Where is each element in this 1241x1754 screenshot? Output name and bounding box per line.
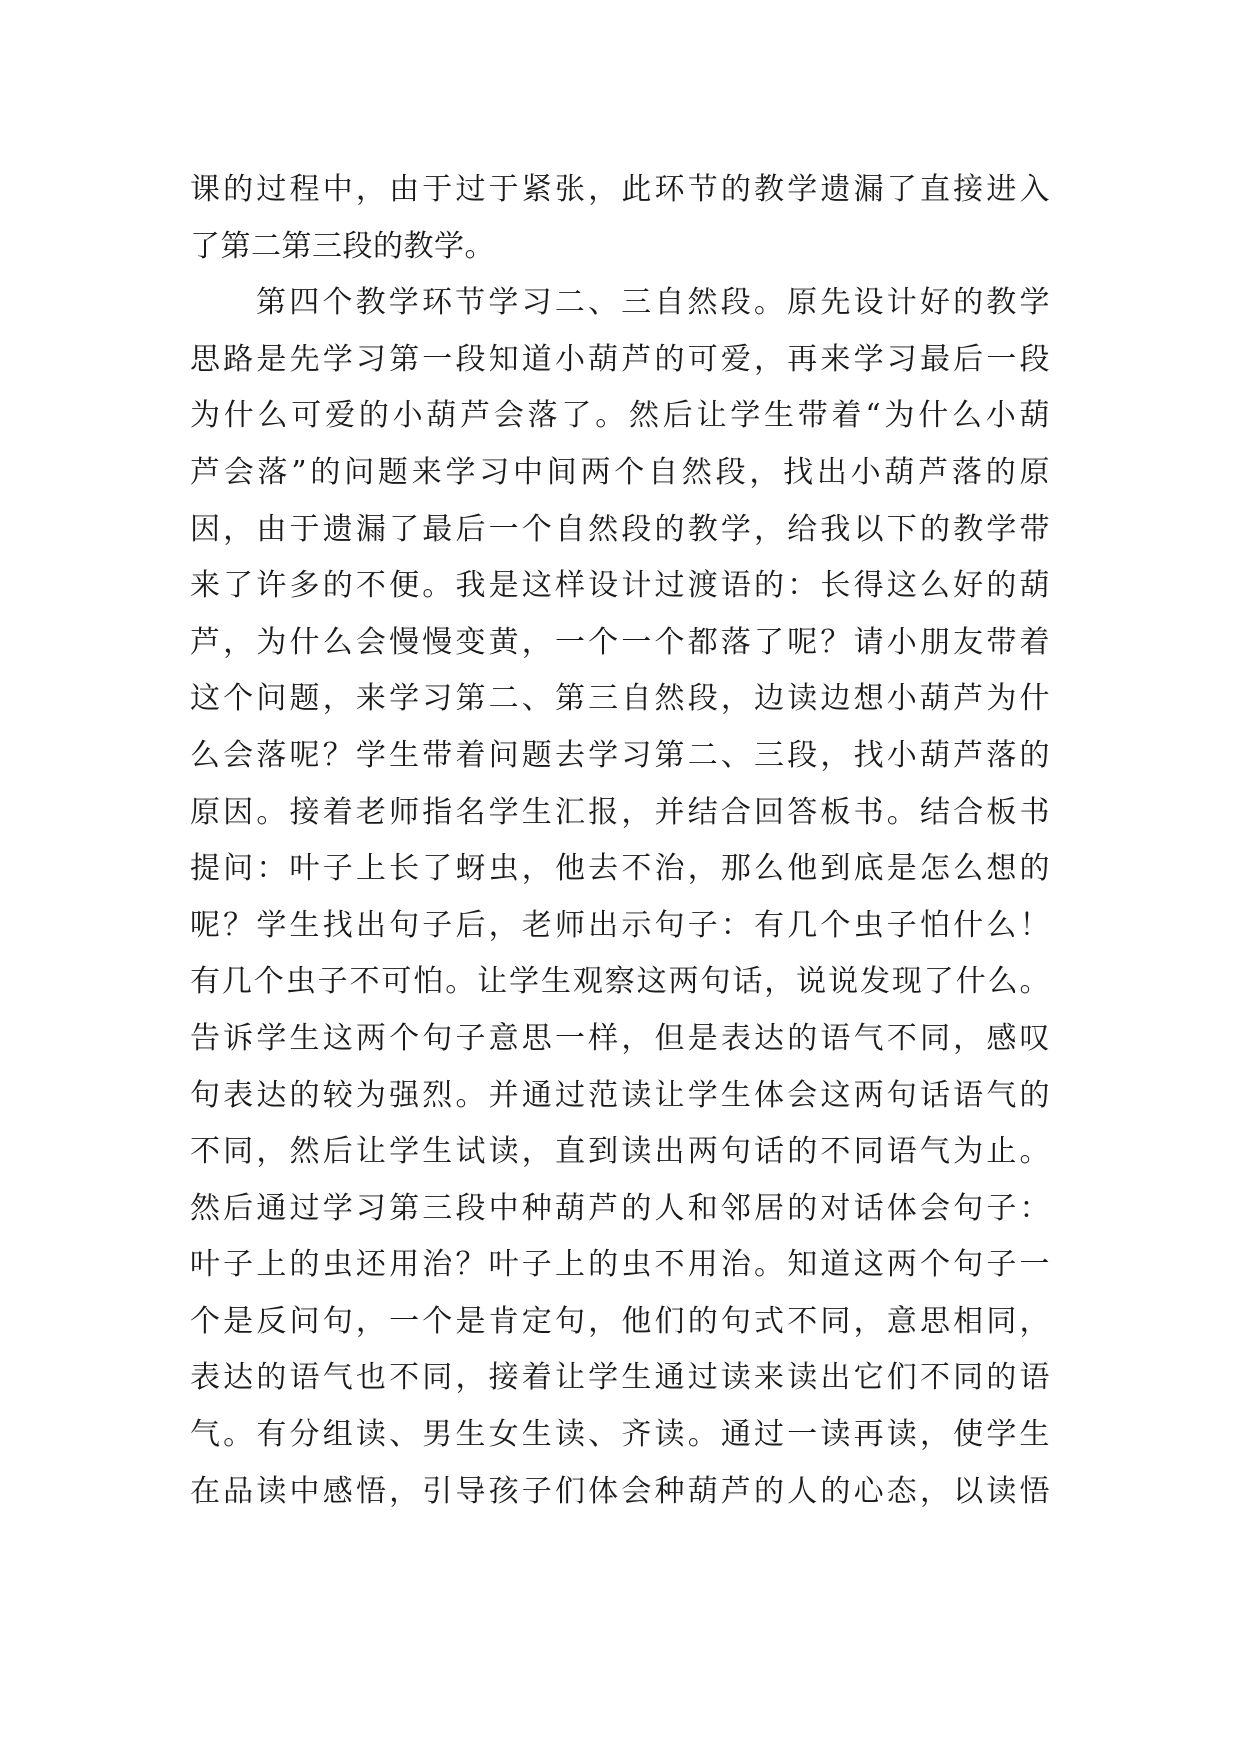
text-line: 表达的语气也不同，接着让学生通过读来读出它们不同的语 [190,1360,1050,1396]
text-line: 这个问题，来学习第二、第三自然段，边读边想小葫芦为什 [190,681,1050,717]
text-line: 芦会落”的问题来学习中间两个自然段，找出小葫芦落的原 [190,454,1050,490]
paragraph-first-line: 第四个教学环节学习二、三自然段。原先设计好的教学 [256,285,1050,321]
text-line: 思路是先学习第一段知道小葫芦的可爱，再来学习最后一段 [190,341,1050,377]
text-line: 了第二第三段的教学。 [190,228,495,264]
text-line: 来了许多的不便。我是这样设计过渡语的：长得这么好的葫 [190,568,1050,604]
text-line: 然后通过学习第三段中种葫芦的人和邻居的对话体会句子： [190,1190,1050,1226]
text-line: 课的过程中，由于过于紧张，此环节的教学遗漏了直接进入 [190,172,1050,207]
body-text [190,162,1050,1520]
text-line: 告诉学生这两个句子意思一样，但是表达的语气不同，感叹 [190,1020,1050,1056]
text-line: 气。有分组读、男生女生读、齐读。通过一读再读，使学生 [190,1417,1050,1453]
text-line: 在品读中感悟，引导孩子们体会种葫芦的人的心态，以读悟 [190,1473,1050,1509]
text-line: 因，由于遗漏了最后一个自然段的教学，给我以下的教学带 [190,511,1050,547]
text-line: 为什么可爱的小葫芦会落了。然后让学生带着“为什么小葫 [190,398,1050,434]
text-line: 个是反问句，一个是肯定句，他们的句式不同，意思相同， [190,1303,1050,1339]
text-line: 原因。接着老师指名学生汇报，并结合回答板书。结合板书 [190,794,1050,830]
text-line: 芦，为什么会慢慢变黄，一个一个都落了呢？请小朋友带着 [190,624,1050,660]
text-line: 么会落呢？学生带着问题去学习第二、三段，找小葫芦落的 [190,737,1050,773]
text-line: 有几个虫子不可怕。让学生观察这两句话，说说发现了什么。 [190,964,1050,1000]
text-line: 叶子上的虫还用治？叶子上的虫不用治。知道这两个句子一 [190,1247,1050,1283]
text-line: 提问：叶子上长了蚜虫，他去不治，那么他到底是怎么想的 [190,851,1050,887]
text-line: 句表达的较为强烈。并通过范读让学生体会这两句话语气的 [190,1077,1050,1113]
text-line: 不同，然后让学生试读，直到读出两句话的不同语气为止。 [190,1134,1050,1170]
text-line: 呢？学生找出句子后，老师出示句子：有几个虫子怕什么！ [190,907,1050,943]
